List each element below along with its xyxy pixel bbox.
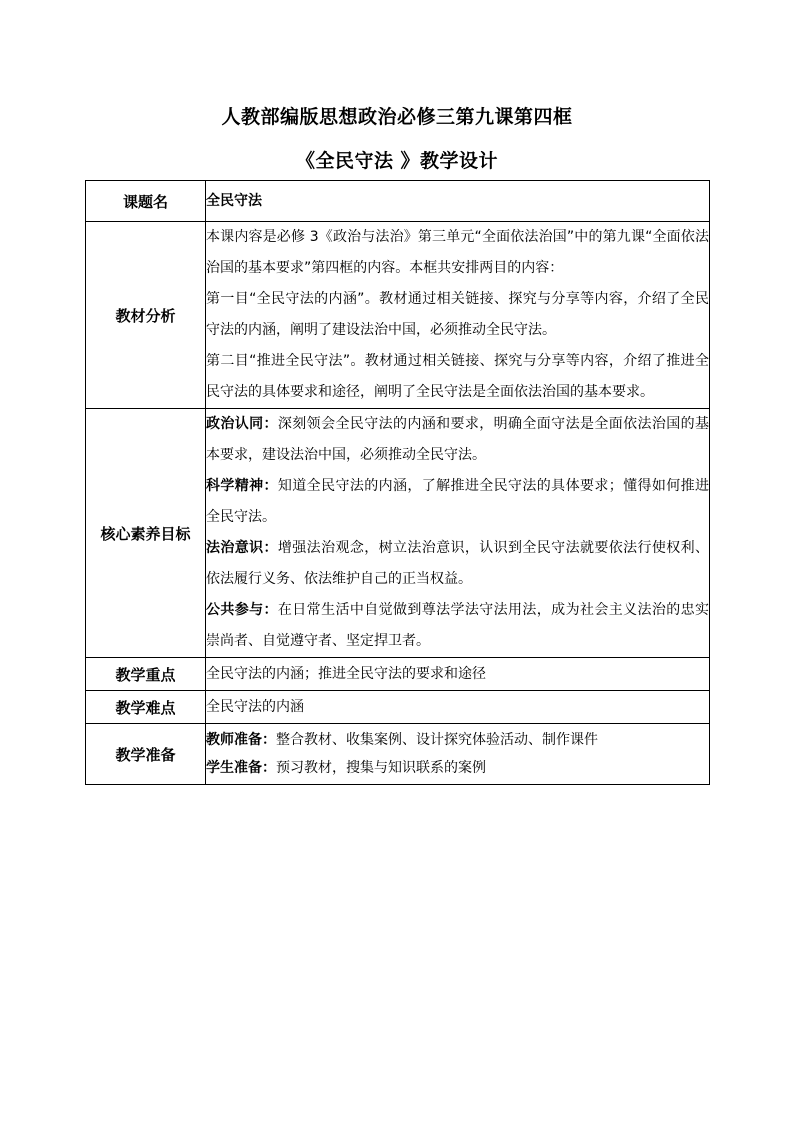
topic-value: 全民守法 [206, 181, 710, 222]
analysis-paragraph: 本课内容是必修 3《政治与法治》第三单元“全面依法治国”中的第九课“全面依法治国的基本要求”第四框的内容。本框共安排两目的内容： [206, 229, 709, 276]
core-literacy-content [206, 409, 710, 658]
table-row-core-literacy [86, 409, 710, 658]
preparation-item [206, 754, 709, 782]
literacy-item-lead: 法治意识： [206, 540, 278, 556]
preparation-item [206, 726, 709, 754]
table-row-preparation [86, 724, 710, 785]
literacy-item-text: 知道全民守法的内涵，了解推进全民守法的具体要求；懂得如何推进全民守法。 [206, 478, 710, 525]
table-row-key-points [86, 658, 710, 691]
textbook-analysis-content [206, 222, 710, 409]
preparation-item-lead: 教师准备： [206, 732, 276, 748]
core-literacy-label: 核心素养目标 [86, 409, 206, 658]
literacy-item-text: 在日常生活中自觉做到尊法学法守法用法，成为社会主义法治的忠实崇尚者、自觉遵守者、坚定捍卫者。 [206, 602, 710, 649]
difficulties-value: 全民守法的内涵 [206, 691, 710, 724]
topic-label: 课题名 [86, 181, 206, 222]
literacy-item-lead: 公共参与： [206, 602, 278, 618]
literacy-item-text: 深刻领会全民守法的内涵和要求，明确全面守法是全面依法治国的基本要求，建设法治中国，必须推动全民守法。 [206, 416, 710, 463]
key-points-value: 全民守法的内涵；推进全民守法的要求和途径 [206, 658, 710, 691]
preparation-item-text: 整合教材、收集案例、设计探究体验活动、制作课件 [276, 732, 598, 748]
preparation-item-text: 预习教材，搜集与知识联系的案例 [276, 760, 486, 776]
textbook-analysis-label: 教材分析 [86, 222, 206, 409]
preparation-item-lead: 学生准备： [206, 760, 276, 776]
document-title: 人教部编版思想政治必修三第九课第四框 [221, 106, 573, 128]
difficulties-label: 教学难点 [86, 691, 206, 724]
literacy-item [206, 595, 709, 657]
literacy-item-lead: 政治认同： [206, 416, 278, 432]
literacy-item [206, 409, 709, 471]
table-row-topic [86, 181, 710, 222]
literacy-item-text: 增强法治观念，树立法治意识，认识到全民守法就要依法行使权利、依法履行义务、依法维护自己的正当权益。 [206, 540, 710, 587]
literacy-item [206, 533, 709, 595]
lesson-plan-table [85, 180, 710, 785]
literacy-item [206, 471, 709, 533]
table-row-difficulties [86, 691, 710, 724]
key-points-label: 教学重点 [86, 658, 206, 691]
analysis-paragraph: 第一目“全民守法的内涵”。教材通过相关链接、探究与分享等内容，介绍了全民守法的内涵，阐明了建设法治中国，必须推动全民守法。 [206, 291, 709, 338]
table-row-textbook-analysis [86, 222, 710, 409]
preparation-label: 教学准备 [86, 724, 206, 785]
preparation-content [206, 724, 710, 785]
literacy-item-lead: 科学精神： [206, 478, 278, 494]
analysis-paragraph: 第二目“推进全民守法”。教材通过相关链接、探究与分享等内容，介绍了推进全民守法的具体要求和途径，阐明了全民守法是全面依法治国的基本要求。 [206, 353, 709, 400]
document-subtitle: 《全民守法 》教学设计 [295, 150, 499, 172]
